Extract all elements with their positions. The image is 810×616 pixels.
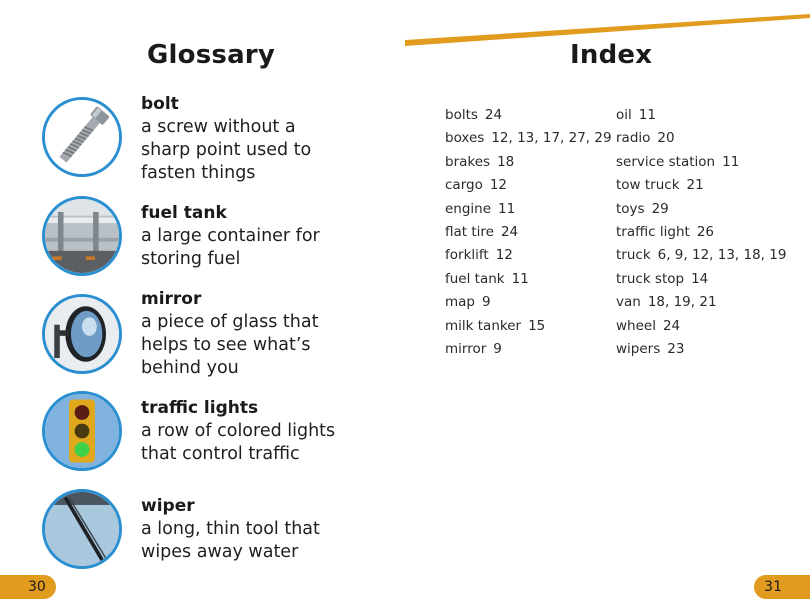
glossary-text (141, 495, 396, 564)
glossary-definition: sharp point used to (141, 140, 312, 160)
index-pages: 18 (497, 153, 515, 170)
glossary-term: wiper (141, 496, 195, 516)
index-pages: 11 (638, 107, 656, 123)
glossary-heading: Glossary (147, 40, 275, 70)
index-pages: 14 (691, 270, 709, 287)
index-row (445, 315, 612, 338)
index-row (616, 174, 786, 197)
index-row (445, 127, 612, 150)
index-word: forklift (445, 247, 489, 264)
glossary-term: bolt (141, 94, 179, 114)
index-word: bolts (445, 107, 478, 123)
index-pages: 11 (511, 270, 529, 287)
fuel-tank-icon (42, 196, 122, 276)
index-row (616, 291, 786, 314)
index-word: radio (616, 130, 651, 147)
index-row (445, 268, 612, 291)
index-word: wipers (616, 340, 661, 357)
index-pages: 21 (686, 177, 704, 194)
index-word: brakes (445, 153, 491, 170)
glossary-term: fuel tank (141, 203, 227, 223)
glossary-definition: storing fuel (141, 249, 241, 269)
glossary-definition: a row of colored lights (141, 421, 336, 441)
index-word: van (616, 294, 641, 311)
index-row (616, 127, 786, 150)
glossary-term: mirror (141, 289, 202, 309)
glossary-definition: helps to see what’s (141, 335, 311, 355)
index-pages: 12 (495, 247, 513, 264)
index-pages: 24 (662, 317, 681, 334)
index-pages: 11 (722, 153, 740, 170)
glossary-definition: a long, thin tool that (141, 519, 320, 539)
index-pages: 6, 9, 12, 13, 18, 19 (657, 247, 787, 264)
index-row (445, 151, 612, 174)
index-row (616, 268, 786, 291)
mirror-icon (42, 294, 122, 374)
index-word: toys (616, 200, 645, 217)
index-word: truck stop (616, 270, 685, 287)
index-pages: 29 (651, 200, 669, 217)
glossary-definition: a piece of glass that (141, 312, 319, 332)
glossary-definition: a screw without a (141, 117, 296, 137)
index-page (405, 0, 810, 616)
index-pages: 20 (657, 130, 675, 147)
glossary-definition: fasten things (141, 163, 256, 183)
index-row (616, 198, 786, 221)
index-pages: 18, 19, 21 (647, 294, 717, 311)
index-heading: Index (570, 40, 653, 70)
index-word: flat tire (445, 223, 494, 240)
index-row (445, 104, 612, 127)
index-word: mirror (445, 340, 487, 357)
index-word: tow truck (616, 177, 680, 194)
index-word: traffic light (616, 223, 690, 240)
index-pages: 23 (667, 340, 685, 357)
index-pages: 11 (498, 200, 516, 217)
page-number-right: 31 (754, 575, 810, 599)
index-row (445, 244, 612, 267)
index-pages: 15 (528, 317, 546, 334)
index-word: milk tanker (445, 317, 522, 334)
bolt-icon (42, 97, 122, 177)
wiper-icon (42, 489, 122, 569)
glossary-definition: behind you (141, 358, 239, 378)
index-row (616, 151, 786, 174)
glossary-text (141, 288, 396, 380)
index-pages: 26 (696, 223, 714, 240)
glossary-definition: a large container for (141, 226, 320, 246)
glossary-definition: wipes away water (141, 542, 299, 562)
index-pages: 24 (500, 223, 519, 240)
traffic-light-icon (42, 391, 122, 471)
index-row (616, 221, 786, 244)
index-column-2 (616, 104, 786, 361)
index-word: boxes (445, 130, 485, 147)
index-row (616, 244, 786, 267)
index-pages: 12 (489, 177, 508, 194)
glossary-text (141, 93, 396, 185)
glossary-term: traffic lights (141, 398, 259, 418)
index-row (445, 338, 612, 361)
index-row (445, 291, 612, 314)
index-row (616, 338, 786, 361)
index-word: truck (616, 247, 651, 264)
index-word: map (445, 294, 475, 311)
index-row (445, 221, 612, 244)
glossary-text (141, 202, 396, 271)
index-pages: 12, 13, 17, 27, 29 (491, 130, 612, 147)
index-pages: 9 (493, 340, 502, 357)
index-row (445, 174, 612, 197)
index-word: service station (616, 153, 716, 170)
glossary-text (141, 397, 396, 466)
index-word: engine (445, 200, 492, 217)
index-row (616, 104, 786, 127)
index-word: cargo (445, 177, 483, 194)
index-row (616, 315, 786, 338)
index-word: fuel tank (445, 270, 505, 287)
index-pages: 24 (484, 107, 503, 123)
index-pages: 9 (482, 294, 491, 311)
index-word: oil (616, 107, 632, 123)
index-column-1 (445, 104, 612, 361)
page-number-left: 30 (0, 575, 56, 599)
index-row (445, 198, 612, 221)
glossary-definition: that control traffic (141, 444, 300, 464)
index-word: wheel (616, 317, 656, 334)
